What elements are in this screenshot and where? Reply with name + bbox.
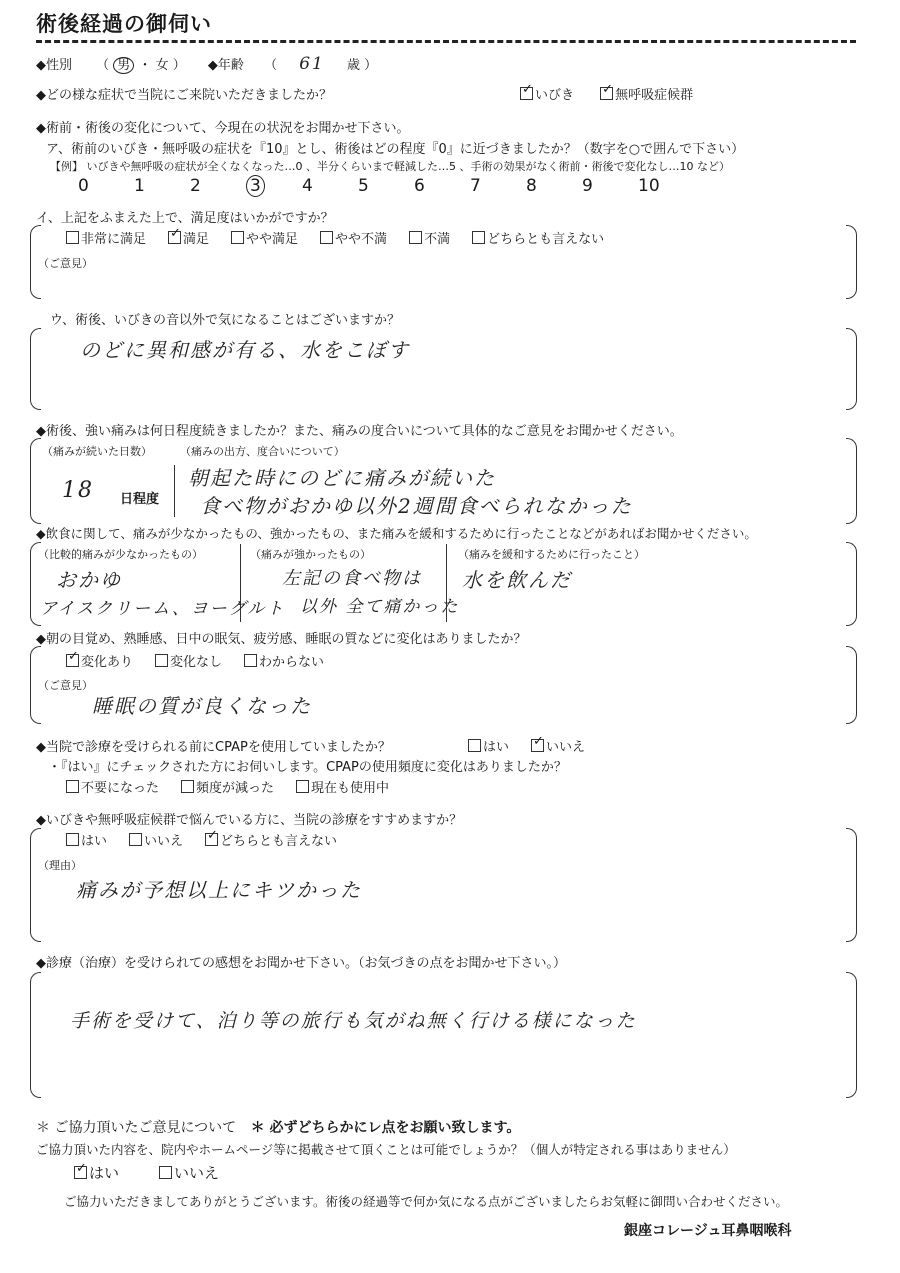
pain-bracket-right bbox=[846, 438, 857, 524]
pain-question: ◆術後、強い痛みは何日程度続きましたか？また、痛みの度合いについて具体的なご意見をお聞かせください。 bbox=[36, 424, 683, 439]
pain-days-unit: 日程度 bbox=[120, 492, 160, 507]
symptom-option-snoring[interactable] bbox=[520, 84, 574, 103]
footer-note bbox=[36, 1117, 520, 1137]
checkbox-icon[interactable] bbox=[66, 780, 79, 793]
sleep-option-label: 変化なし bbox=[170, 655, 223, 670]
footer-note-title: ＊ ご協力頂いたご意見について bbox=[36, 1120, 237, 1136]
sleep-option[interactable] bbox=[244, 651, 324, 670]
satisfaction-option-label: やや満足 bbox=[246, 232, 299, 247]
page-title: 術後経過の御伺い bbox=[36, 12, 212, 36]
cpap-option-label: いいえ bbox=[546, 740, 586, 755]
recommend-answer[interactable]: 痛みが予想以上にキツかった bbox=[76, 878, 362, 902]
footer-options bbox=[74, 1162, 259, 1183]
satisfaction-bracket-right bbox=[846, 225, 857, 299]
satisfaction-option[interactable] bbox=[168, 228, 209, 247]
food-bracket-right bbox=[846, 542, 857, 626]
scale-number[interactable]: 8 bbox=[526, 176, 537, 196]
cpap-sub-option-label: 現在も使用中 bbox=[311, 781, 390, 796]
pain-detail-label: （痛みの出方、度合いについて） bbox=[180, 445, 345, 458]
food-col1-line1[interactable]: おかゆ bbox=[56, 568, 122, 592]
scale-number[interactable]: 9 bbox=[582, 176, 593, 196]
recommend-reason-label: （理由） bbox=[38, 859, 82, 872]
change-header: ◆術前・術後の変化について、今現在の状況をお聞かせ下さい。 bbox=[36, 121, 410, 136]
sleep-options bbox=[66, 651, 346, 670]
satisfaction-opinion-label: （ご意見） bbox=[38, 257, 93, 270]
impression-question: ◆診療（治療）を受けられての感想をお聞かせ下さい。（お気づきの点をお聞かせ下さい。） bbox=[36, 956, 566, 971]
symptom-question: ◆どの様な症状で当院にご来院いただきましたか？ bbox=[36, 88, 332, 103]
other-bracket-left bbox=[30, 328, 41, 410]
checkbox-icon[interactable] bbox=[74, 1166, 87, 1179]
age-label: ◆年齢 bbox=[207, 58, 244, 73]
publish-option[interactable] bbox=[159, 1162, 219, 1183]
cpap-sub-option[interactable] bbox=[296, 777, 389, 796]
food-col3-label: （痛みを緩和するために行ったこと） bbox=[458, 548, 645, 561]
clinic-name: 銀座コレージュ耳鼻咽喉科 bbox=[624, 1223, 792, 1239]
checkbox-icon[interactable] bbox=[129, 833, 142, 846]
publish-option-label: いいえ bbox=[174, 1164, 220, 1182]
pain-days-label: （痛みが続いた日数） bbox=[42, 445, 152, 458]
satisfaction-option-label: 非常に満足 bbox=[81, 232, 147, 247]
satisfaction-option[interactable] bbox=[409, 228, 450, 247]
cpap-sub-option[interactable] bbox=[181, 777, 274, 796]
satisfaction-option[interactable] bbox=[320, 228, 387, 247]
satisfaction-option-label: やや不満 bbox=[335, 232, 388, 247]
scale-number[interactable]: 5 bbox=[358, 176, 369, 196]
age-unit: 歳 bbox=[347, 58, 361, 73]
footer-question: ご協力頂いた内容を、院内やホームページ等に掲載させて頂くことは可能でしょうか？（個人が特定される事はありません） bbox=[36, 1142, 736, 1157]
checkbox-icon[interactable] bbox=[320, 231, 333, 244]
satisfaction-option-label: 満足 bbox=[183, 232, 210, 247]
satisfaction-option[interactable] bbox=[231, 228, 298, 247]
gender-female[interactable]: 女 bbox=[155, 58, 169, 73]
age-close-paren: ） bbox=[364, 58, 378, 73]
age-open-paren: （ bbox=[264, 58, 278, 73]
footer-thanks: ご協力いただきましてありがとうございます。術後の経過等で何か気になる点がございましたらお気軽に御問い合わせください。 bbox=[64, 1194, 789, 1209]
food-col1-label: （比較的痛みが少なかったもの） bbox=[38, 548, 203, 561]
cpap-sub-question: ・『はい』にチェックされた方にお伺いします。CPAPの使用頻度に変化はありましたか？ bbox=[48, 760, 567, 775]
scale-number[interactable]: 2 bbox=[190, 176, 201, 196]
pain-detail-line1[interactable]: 朝起た時にのどに痛みが続いた bbox=[188, 466, 496, 490]
publish-option-label: はい bbox=[89, 1164, 120, 1182]
checkbox-icon[interactable] bbox=[155, 654, 168, 667]
checkbox-icon[interactable] bbox=[168, 231, 181, 244]
sleep-bracket-right bbox=[846, 646, 857, 724]
food-col2-line1[interactable]: 左記の食べ物は bbox=[282, 568, 422, 589]
recommend-option-label: いいえ bbox=[144, 834, 184, 849]
scale-cell bbox=[246, 175, 302, 197]
scale-cell bbox=[526, 176, 582, 196]
footer-note-bold: ＊ 必ずどちらかにレ点をお願い致します。 bbox=[250, 1120, 521, 1136]
cpap-sub-option[interactable] bbox=[66, 777, 159, 796]
cpap-sub-options bbox=[66, 777, 411, 796]
recommend-bracket-right bbox=[846, 828, 857, 942]
scale-number-selected[interactable]: 3 bbox=[246, 175, 265, 197]
sleep-option-label: わからない bbox=[259, 655, 325, 670]
recommend-option-label: どちらとも言えない bbox=[220, 834, 338, 849]
symptom-option-apnea[interactable] bbox=[600, 84, 693, 103]
other-question: ウ、術後、いびきの音以外で気になることはございますか？ bbox=[50, 313, 400, 328]
satisfaction-option[interactable] bbox=[472, 228, 604, 247]
scale-cell bbox=[78, 176, 134, 196]
recommend-option-label: はい bbox=[81, 834, 108, 849]
checkbox-icon[interactable] bbox=[520, 87, 533, 100]
impression-bracket-right bbox=[846, 972, 857, 1098]
satisfaction-question: イ、上記をふまえた上で、満足度はいかがですか？ bbox=[36, 211, 334, 226]
change-sub-a: ア、術前のいびき・無呼吸の症状を『10』とし、術後はどの程度『0』に近づきましたか？（数字を○で囲んで下さい） bbox=[46, 142, 745, 157]
checkbox-icon[interactable] bbox=[531, 739, 544, 752]
pain-bracket-left bbox=[30, 438, 41, 524]
checkbox-icon[interactable] bbox=[296, 780, 309, 793]
gender-close-paren: ） bbox=[172, 58, 186, 73]
sleep-option-label: 変化あり bbox=[81, 655, 134, 670]
satisfaction-options bbox=[66, 228, 626, 247]
checkbox-icon[interactable] bbox=[472, 231, 485, 244]
publish-option[interactable] bbox=[74, 1162, 119, 1183]
food-col3-line1[interactable]: 水を飲んだ bbox=[462, 568, 572, 592]
cpap-option[interactable] bbox=[468, 736, 509, 755]
checkbox-icon[interactable] bbox=[66, 654, 79, 667]
age-value[interactable]: 61 bbox=[299, 54, 325, 74]
recommend-bracket-left bbox=[30, 828, 41, 942]
scale-number[interactable]: 1 bbox=[134, 176, 145, 196]
checkbox-icon[interactable] bbox=[159, 1166, 172, 1179]
recommend-options bbox=[66, 830, 359, 849]
sleep-opinion-label: （ご意見） bbox=[38, 679, 93, 692]
gender-label: ◆性別 bbox=[36, 58, 72, 73]
recommend-option[interactable] bbox=[129, 830, 183, 849]
cpap-question: ◆当院で診療を受けられる前にCPAPを使用していましたか？ bbox=[36, 740, 391, 755]
scale-cell bbox=[638, 176, 694, 196]
scale-cell bbox=[582, 176, 638, 196]
cpap-option-label: はい bbox=[483, 740, 510, 755]
scale-cell bbox=[414, 176, 470, 196]
scale-cell bbox=[134, 176, 190, 196]
sleep-option[interactable] bbox=[66, 651, 133, 670]
checkbox-icon[interactable] bbox=[600, 87, 613, 100]
sleep-question: ◆朝の目覚め、熟睡感、日中の眠気、疲労感、睡眠の質などに変化はありましたか？ bbox=[36, 632, 527, 647]
food-question: ◆飲食に関して、痛みが少なかったもの、強かったもの、また痛みを緩和するために行ったことなどがあればお聞かせください。 bbox=[36, 526, 757, 541]
scale-number[interactable]: 7 bbox=[470, 176, 481, 196]
recommend-option[interactable] bbox=[66, 830, 107, 849]
satisfaction-option[interactable] bbox=[66, 228, 146, 247]
scale-cell bbox=[470, 176, 526, 196]
food-col2-line2[interactable]: 以外 全て痛かった bbox=[300, 597, 460, 617]
symptom-options bbox=[520, 84, 715, 103]
food-col1-line2[interactable]: アイスクリーム、ヨーグルト bbox=[40, 599, 286, 619]
gender-male[interactable]: 男 bbox=[113, 57, 134, 74]
checkbox-icon[interactable] bbox=[244, 654, 257, 667]
other-bracket-right bbox=[846, 328, 857, 410]
gender-row bbox=[36, 54, 377, 74]
scale-number[interactable]: 6 bbox=[414, 176, 425, 196]
scale-cell bbox=[302, 176, 358, 196]
other-answer[interactable]: のどに異和感が有る、水をこぼす bbox=[80, 338, 410, 362]
title-divider bbox=[36, 40, 856, 43]
impression-answer[interactable]: 手術を受けて、泊り等の旅行も気がね無く行ける様になった bbox=[70, 1010, 637, 1032]
option-label: 無呼吸症候群 bbox=[615, 88, 694, 103]
change-scale bbox=[78, 175, 694, 197]
scale-cell bbox=[190, 176, 246, 196]
checkbox-icon[interactable] bbox=[468, 739, 481, 752]
sleep-option[interactable] bbox=[155, 651, 222, 670]
recommend-question: ◆いびきや無呼吸症候群で悩んでいる方に、当院の診療をすすめますか？ bbox=[36, 813, 463, 828]
checkbox-icon[interactable] bbox=[66, 833, 79, 846]
gender-open-paren: （ bbox=[96, 58, 110, 73]
checkbox-icon[interactable] bbox=[205, 833, 218, 846]
pain-days-value[interactable]: 18 bbox=[62, 478, 94, 503]
pain-detail-line2[interactable]: 食べ物がおかゆ以外2週間食べられなかった bbox=[200, 494, 633, 518]
satisfaction-option-label: どちらとも言えない bbox=[487, 232, 605, 247]
food-col2-label: （痛みが強かったもの） bbox=[250, 548, 371, 561]
checkbox-icon[interactable] bbox=[231, 231, 244, 244]
cpap-sub-option-label: 不要になった bbox=[81, 781, 160, 796]
cpap-option[interactable] bbox=[531, 736, 585, 755]
cpap-options bbox=[468, 736, 607, 755]
impression-bracket-left bbox=[30, 972, 41, 1098]
recommend-option[interactable] bbox=[205, 830, 337, 849]
option-label: いびき bbox=[535, 88, 575, 103]
satisfaction-option-label: 不満 bbox=[424, 232, 451, 247]
scale-number[interactable]: 10 bbox=[638, 176, 660, 196]
sleep-answer[interactable]: 睡眠の質が良くなった bbox=[92, 694, 312, 718]
scale-number[interactable]: 0 bbox=[78, 176, 89, 196]
gender-separator: ・ bbox=[138, 58, 152, 73]
cpap-sub-option-label: 頻度が減った bbox=[196, 781, 275, 796]
change-example: 【例】 いびきや無呼吸の症状が全くなくなった…0 、半分くらいまで軽減した…5 、手術の効果がなく術前・術後で変化なし…10 など） bbox=[50, 160, 730, 173]
checkbox-icon[interactable] bbox=[66, 231, 79, 244]
scale-number[interactable]: 4 bbox=[302, 176, 313, 196]
checkbox-icon[interactable] bbox=[409, 231, 422, 244]
scale-cell bbox=[358, 176, 414, 196]
pain-divider bbox=[174, 465, 175, 517]
checkbox-icon[interactable] bbox=[181, 780, 194, 793]
